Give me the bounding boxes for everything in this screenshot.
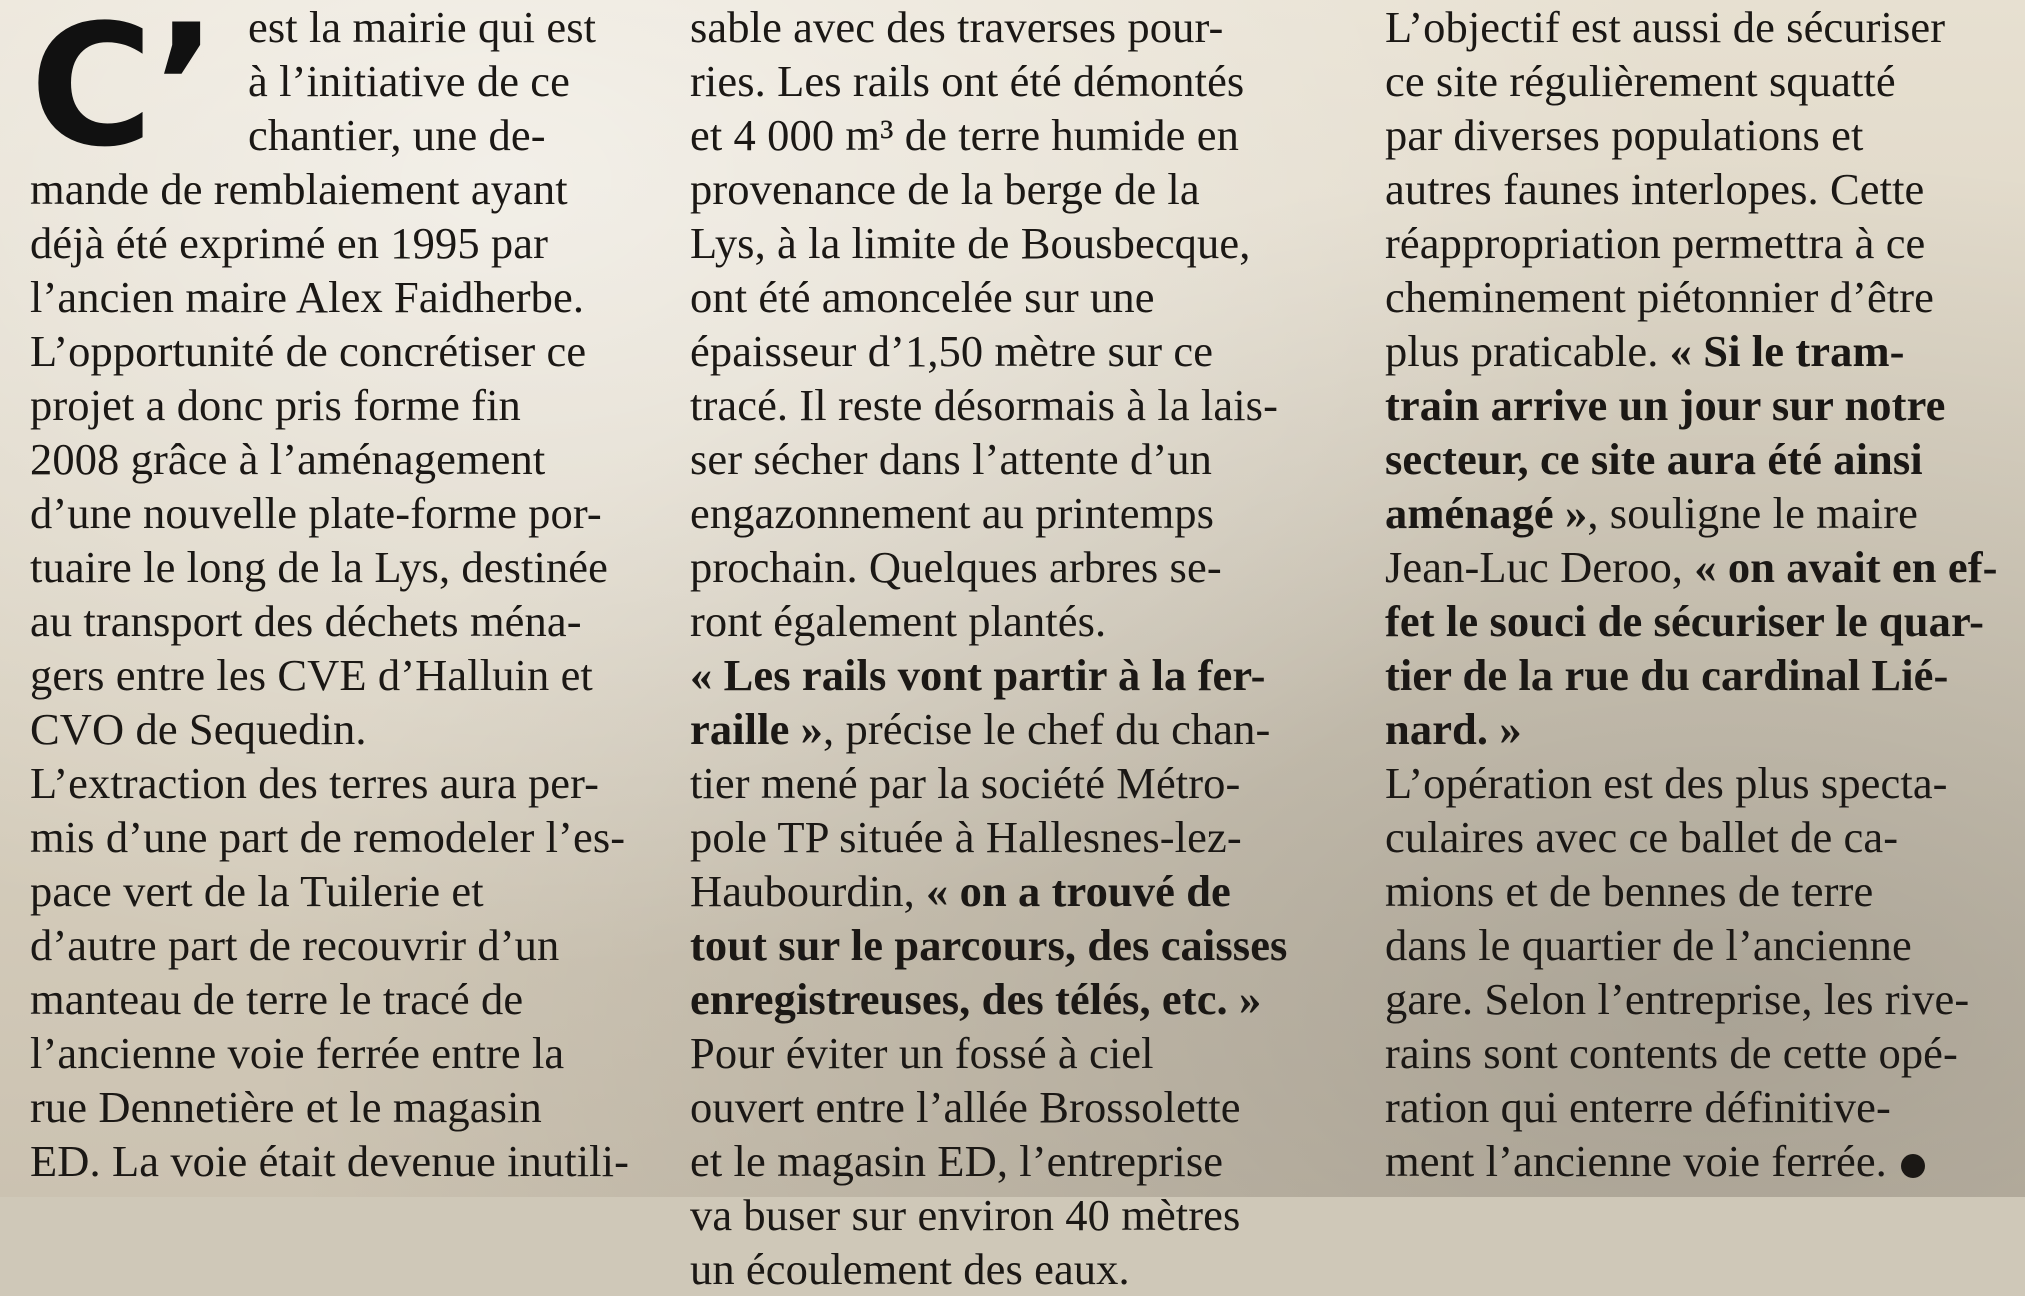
drop-cap — [30, 0, 230, 184]
text-line — [1385, 756, 2010, 810]
body-text: épaisseur d’1,50 mètre sur ce — [690, 326, 1214, 376]
body-text: prochain. Quelques arbres se- — [690, 542, 1222, 592]
text-line — [1385, 1134, 2010, 1188]
text-line — [1385, 648, 2010, 702]
body-text: cheminement piétonnier d’être — [1385, 272, 1935, 322]
text-line — [1385, 1080, 2010, 1134]
body-text: ont été amoncelée sur une — [690, 272, 1155, 322]
text-line: déjà été exprimé en 1995 par — [30, 218, 549, 268]
text-line — [1385, 162, 2010, 216]
quote-text: nard. » — [1385, 704, 1522, 754]
text-line — [690, 378, 1350, 432]
text-line: l’ancienne voie ferrée entre la — [30, 1028, 565, 1078]
text-line: gers entre les CVE d’Halluin et — [30, 650, 593, 700]
text-line: rue Dennetière et le magasin — [30, 1082, 542, 1132]
text-line: projet a donc pris forme fin — [30, 380, 521, 430]
text-line — [1385, 270, 2010, 324]
text-line — [690, 864, 1350, 918]
text-line: tuaire le long de la Lys, destinée — [30, 542, 609, 592]
text-line — [690, 810, 1350, 864]
text-line — [1385, 486, 2010, 540]
body-text: ration qui enterre définitive- — [1385, 1082, 1891, 1132]
quote-text: « on avait en ef- — [1694, 542, 1998, 592]
article-column-2 — [690, 0, 1350, 1294]
text-line: 2008 grâce à l’aménagement — [30, 434, 546, 484]
text-line — [690, 1242, 1350, 1296]
text-line: ED. La voie était devenue inutili- — [30, 1136, 629, 1186]
text-line — [690, 270, 1350, 324]
body-text: ce site régulièrement squatté — [1385, 56, 1896, 106]
body-text: pole TP située à Hallesnes-lez- — [690, 812, 1242, 862]
body-text: Haubourdin, — [690, 866, 927, 916]
body-text: ouvert entre l’allée Brossolette — [690, 1082, 1241, 1132]
body-text: réappropriation permettra à ce — [1385, 218, 1926, 268]
end-of-article-bullet-icon — [1901, 1154, 1925, 1178]
text-line — [1385, 810, 2010, 864]
text-line: mis d’une part de remodeler l’es- — [30, 812, 626, 862]
body-text: tracé. Il reste désormais à la lais- — [690, 380, 1279, 430]
text-line — [1385, 54, 2010, 108]
body-text: culaires avec ce ballet de ca- — [1385, 812, 1899, 862]
text-line — [1385, 918, 2010, 972]
body-text: ries. Les rails ont été démontés — [690, 56, 1245, 106]
text-line — [690, 1134, 1350, 1188]
body-text: , souligne le maire — [1587, 488, 1918, 538]
body-text: sable avec des traverses pour- — [690, 2, 1224, 52]
text-line — [690, 216, 1350, 270]
body-text: provenance de la berge de la — [690, 164, 1200, 214]
text-line: l’ancien maire Alex Faidherbe. — [30, 272, 585, 322]
quote-text: aménagé » — [1385, 488, 1588, 538]
column-3-text — [1385, 0, 2010, 1188]
text-line — [1385, 0, 2010, 54]
text-line — [690, 756, 1350, 810]
text-line — [690, 324, 1350, 378]
text-line — [1385, 864, 2010, 918]
body-text: autres faunes interlopes. Cette — [1385, 164, 1925, 214]
body-text: par diverses populations et — [1385, 110, 1864, 160]
text-line — [690, 108, 1350, 162]
body-text: et 4 000 m³ de terre humide en — [690, 110, 1239, 160]
body-text: un écoulement des eaux. — [690, 1244, 1130, 1294]
text-line — [1385, 216, 2010, 270]
quote-text: enregistreuses, des télés, etc. » — [690, 974, 1262, 1024]
text-line — [1385, 1026, 2010, 1080]
body-text: et le magasin ED, l’entreprise — [690, 1136, 1224, 1186]
text-line — [690, 432, 1350, 486]
body-text: Lys, à la limite de Bousbecque, — [690, 218, 1251, 268]
body-text: dans le quartier de l’ancienne — [1385, 920, 1912, 970]
text-line — [1385, 702, 2010, 756]
text-line — [1385, 432, 2010, 486]
text-line — [690, 648, 1350, 702]
body-text: gare. Selon l’entreprise, les rive- — [1385, 974, 1970, 1024]
body-text: plus praticable. — [1385, 326, 1670, 376]
quote-text: tier de la rue du cardinal Lié- — [1385, 650, 1949, 700]
body-text: va buser sur environ 40 mètres — [690, 1190, 1241, 1240]
text-line — [1385, 108, 2010, 162]
body-text: ment l’ancienne voie ferrée. — [1385, 1136, 1887, 1186]
text-line: L’opportunité de concrétiser ce — [30, 326, 587, 376]
body-text: mions et de bennes de terre — [1385, 866, 1874, 916]
quote-text: tout sur le parcours, des caisses — [690, 920, 1288, 970]
body-text: Pour éviter un fossé à ciel — [690, 1028, 1154, 1078]
quote-text: secteur, ce site aura été ainsi — [1385, 434, 1923, 484]
body-text: tier mené par la société Métro- — [690, 758, 1241, 808]
quote-text: fet le souci de sécuriser le quar- — [1385, 596, 1985, 646]
text-line — [690, 540, 1350, 594]
body-text: , précise le chef du chan- — [823, 704, 1271, 754]
text-line — [690, 972, 1350, 1026]
text-line — [690, 1026, 1350, 1080]
body-text: engazonnement au printemps — [690, 488, 1215, 538]
body-text: ront également plantés. — [690, 596, 1107, 646]
text-line — [690, 702, 1350, 756]
text-line: d’une nouvelle plate-forme por- — [30, 488, 602, 538]
text-line: au transport des déchets ména- — [30, 596, 582, 646]
text-line — [690, 162, 1350, 216]
drop-cap-letter: C’ — [30, 0, 212, 184]
text-line — [690, 918, 1350, 972]
text-line — [690, 1188, 1350, 1242]
body-text: L’objectif est aussi de sécuriser — [1385, 2, 1946, 52]
body-text: rains sont contents de cette opé- — [1385, 1028, 1958, 1078]
quote-text: « Les rails vont partir à la fer- — [690, 650, 1266, 700]
text-line: chantier, une de- — [248, 110, 546, 160]
text-line: est la mairie qui est — [248, 2, 597, 52]
text-line — [690, 1080, 1350, 1134]
text-line — [690, 54, 1350, 108]
body-text: Jean-Luc Deroo, — [1385, 542, 1695, 592]
text-line: pace vert de la Tuilerie et — [30, 866, 484, 916]
body-text: ser sécher dans l’attente d’un — [690, 434, 1212, 484]
body-text: L’opération est des plus specta- — [1385, 758, 1948, 808]
text-line: mande de remblaiement ayant — [30, 164, 568, 214]
text-line — [690, 0, 1350, 54]
text-line — [1385, 594, 2010, 648]
text-line — [690, 594, 1350, 648]
text-line — [690, 486, 1350, 540]
text-line: manteau de terre le tracé de — [30, 974, 524, 1024]
quote-text: raille » — [690, 704, 824, 754]
text-line: CVO de Sequedin. — [30, 704, 367, 754]
quote-text: « Si le tram- — [1669, 326, 1905, 376]
quote-text: train arrive un jour sur notre — [1385, 380, 1946, 430]
text-line — [1385, 972, 2010, 1026]
text-line — [1385, 324, 2010, 378]
text-line: d’autre part de recouvrir d’un — [30, 920, 560, 970]
article-column-3 — [1385, 0, 2010, 1197]
quote-text: « on a trouvé de — [926, 866, 1231, 916]
text-line — [1385, 378, 2010, 432]
article-column-1 — [30, 0, 640, 1197]
column-2-text — [690, 0, 1350, 1296]
text-line: à l’initiative de ce — [248, 56, 570, 106]
text-line — [1385, 540, 2010, 594]
text-line: L’extraction des terres aura per- — [30, 758, 600, 808]
